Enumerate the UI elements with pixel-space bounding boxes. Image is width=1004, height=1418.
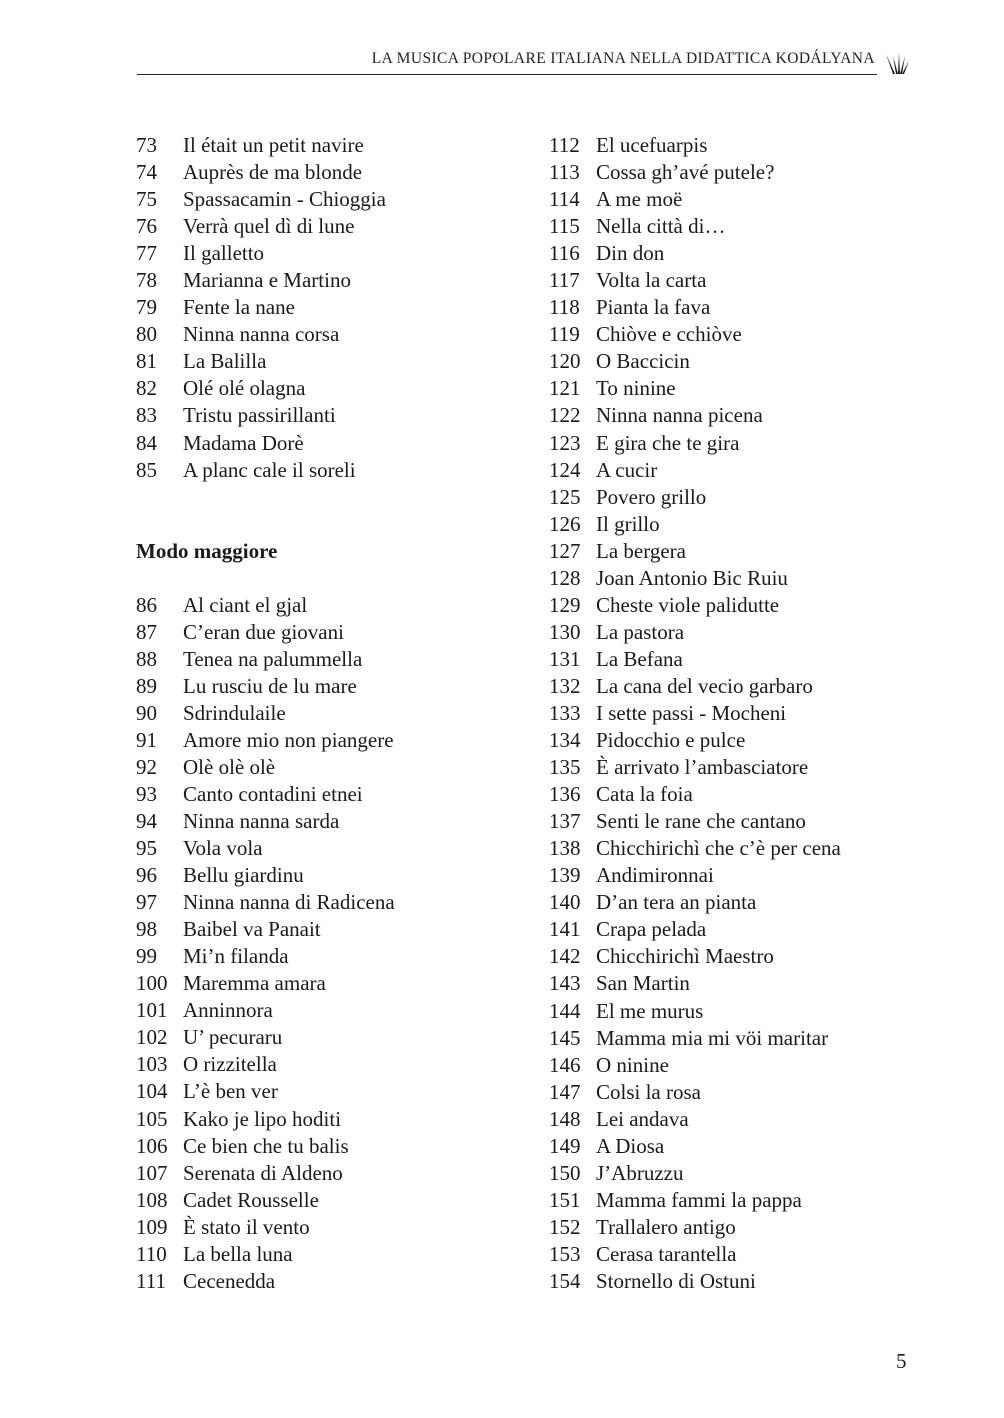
item-title: Cata la foia xyxy=(596,782,693,807)
item-title: Ninna nanna sarda xyxy=(183,808,340,833)
item-number: 152 xyxy=(549,1214,581,1239)
item-number: 143 xyxy=(549,971,581,996)
item-number: 126 xyxy=(549,511,581,536)
item-title: Pianta la fava xyxy=(596,295,711,320)
list-item xyxy=(549,700,949,727)
list-item xyxy=(136,240,526,267)
item-title: Olé olé olagna xyxy=(183,376,306,401)
item-title: Stornello di Ostuni xyxy=(596,1268,756,1293)
item-title: Spassacamin - Chioggia xyxy=(183,187,386,212)
item-number: 122 xyxy=(549,403,581,428)
item-number: 105 xyxy=(136,1106,168,1131)
item-title: La bergera xyxy=(596,538,686,563)
item-title: Colsi la rosa xyxy=(596,1079,701,1104)
item-title: Marianna e Martino xyxy=(183,268,351,293)
item-title: Cecenedda xyxy=(183,1268,276,1293)
list-item xyxy=(549,1025,949,1052)
item-title: L’è ben ver xyxy=(183,1079,278,1104)
item-title: U’ pecuraru xyxy=(183,1025,283,1050)
list-item xyxy=(136,727,526,754)
list-item xyxy=(549,646,949,673)
item-number: 137 xyxy=(549,809,581,834)
item-title: È arrivato l’ambasciatore xyxy=(596,755,809,780)
item-title: Il galletto xyxy=(183,241,265,266)
item-title: Verrà quel dì di lune xyxy=(183,214,355,239)
item-number: 145 xyxy=(549,1025,581,1050)
list-item xyxy=(549,186,949,213)
list-item xyxy=(549,159,949,186)
list-item xyxy=(549,267,949,294)
list-item xyxy=(136,1187,526,1214)
item-number: 149 xyxy=(549,1133,581,1158)
item-title: Mamma fammi la pappa xyxy=(596,1187,802,1212)
list-item xyxy=(549,1268,949,1295)
list-item xyxy=(549,457,949,484)
item-title: Mi’n filanda xyxy=(183,944,289,969)
list-item xyxy=(549,943,949,970)
list-item xyxy=(549,1133,949,1160)
item-number: 73 xyxy=(136,133,157,157)
item-title: C’eran due giovani xyxy=(183,619,344,644)
item-number: 134 xyxy=(549,728,581,753)
item-title: Fente la nane xyxy=(183,295,295,320)
item-title: Pidocchio e pulce xyxy=(596,728,746,753)
item-number: 115 xyxy=(549,214,580,239)
item-number: 88 xyxy=(136,646,157,671)
item-number: 116 xyxy=(549,241,580,266)
item-title: Ninna nanna corsa xyxy=(183,322,340,347)
item-number: 109 xyxy=(136,1214,168,1239)
list-item xyxy=(549,1187,949,1214)
item-number: 147 xyxy=(549,1079,581,1104)
list-item xyxy=(549,673,949,700)
list-item xyxy=(136,1268,526,1295)
item-number: 103 xyxy=(136,1052,168,1077)
item-number: 76 xyxy=(136,214,157,239)
item-title: Baibel va Panait xyxy=(183,917,321,942)
item-title: San Martin xyxy=(596,971,690,996)
item-number: 113 xyxy=(549,160,580,185)
item-number: 98 xyxy=(136,917,157,942)
list-item xyxy=(549,916,949,943)
list-item xyxy=(549,240,949,267)
item-title: Ninna nanna picena xyxy=(596,403,763,428)
list-item xyxy=(136,808,526,835)
item-title: La Befana xyxy=(596,646,683,671)
item-title: Chicchirichì Maestro xyxy=(596,944,774,969)
item-number: 90 xyxy=(136,700,157,725)
list-item xyxy=(549,213,949,240)
item-title: D’an tera an pianta xyxy=(596,890,757,915)
item-title: Ninna nanna di Radicena xyxy=(183,890,395,915)
item-title: Cheste viole palidutte xyxy=(596,592,780,617)
list-item xyxy=(549,511,949,538)
list-item xyxy=(136,402,526,429)
list-item xyxy=(136,1133,526,1160)
item-title: O rizzitella xyxy=(183,1052,277,1077)
item-number: 114 xyxy=(549,187,580,212)
list-item xyxy=(136,430,526,457)
item-title: È stato il vento xyxy=(183,1214,310,1239)
item-title: El ucefuarpis xyxy=(596,133,708,157)
item-number: 75 xyxy=(136,187,157,212)
item-number: 96 xyxy=(136,863,157,888)
list-item xyxy=(136,1024,526,1051)
list-item xyxy=(549,1079,949,1106)
item-number: 101 xyxy=(136,998,168,1023)
item-number: 77 xyxy=(136,241,157,266)
list-item xyxy=(549,402,949,429)
list-item xyxy=(549,1214,949,1241)
item-number: 84 xyxy=(136,430,157,455)
list-item xyxy=(549,1241,949,1268)
item-number: 125 xyxy=(549,484,581,509)
item-number: 102 xyxy=(136,1025,168,1050)
item-number: 89 xyxy=(136,673,157,698)
item-number: 146 xyxy=(549,1052,581,1077)
item-title: O Baccicin xyxy=(596,349,690,374)
item-title: La bella luna xyxy=(183,1241,293,1266)
item-title: Ce bien che tu balis xyxy=(183,1133,349,1158)
item-number: 153 xyxy=(549,1241,581,1266)
item-title: Vola vola xyxy=(183,836,263,861)
item-number: 131 xyxy=(549,646,581,671)
item-number: 128 xyxy=(549,565,581,590)
item-number: 104 xyxy=(136,1079,168,1104)
item-number: 138 xyxy=(549,836,581,861)
item-title: A me moë xyxy=(596,187,683,212)
list-item xyxy=(136,457,526,484)
item-title: A cucir xyxy=(596,457,658,482)
item-number: 121 xyxy=(549,376,581,401)
item-number: 141 xyxy=(549,917,581,942)
list-item xyxy=(136,619,526,646)
item-title: Povero grillo xyxy=(596,484,707,509)
list-item xyxy=(549,754,949,781)
running-header xyxy=(137,48,877,75)
item-number: 124 xyxy=(549,457,581,482)
list-item xyxy=(549,619,949,646)
item-title: Cadet Rousselle xyxy=(183,1187,319,1212)
item-number: 119 xyxy=(549,322,580,347)
item-title: El me murus xyxy=(596,998,704,1023)
item-title: A planc cale il soreli xyxy=(183,457,356,482)
item-title: La pastora xyxy=(596,619,685,644)
list-item xyxy=(549,565,949,592)
item-title: O ninine xyxy=(596,1052,669,1077)
list-item xyxy=(549,808,949,835)
item-number: 117 xyxy=(549,268,580,293)
item-title: Il grillo xyxy=(596,511,660,536)
item-number: 100 xyxy=(136,971,168,996)
item-number: 129 xyxy=(549,592,581,617)
right-column xyxy=(549,132,949,1295)
list-item xyxy=(136,294,526,321)
list-item xyxy=(136,889,526,916)
item-title: J’Abruzzu xyxy=(596,1160,684,1185)
item-title: Maremma amara xyxy=(183,971,326,996)
item-title: Bellu giardinu xyxy=(183,863,304,888)
item-title: Chiòve e cchiòve xyxy=(596,322,742,347)
item-title: Madama Dorè xyxy=(183,430,304,455)
item-number: 123 xyxy=(549,430,581,455)
item-title: Joan Antonio Bic Ruiu xyxy=(596,565,788,590)
list-item xyxy=(136,1241,526,1268)
list-item xyxy=(136,754,526,781)
item-number: 154 xyxy=(549,1268,581,1293)
item-number: 95 xyxy=(136,836,157,861)
item-number: 150 xyxy=(549,1160,581,1185)
item-number: 112 xyxy=(549,133,580,157)
item-title: Cossa gh’avé putele? xyxy=(596,160,775,185)
item-title: La Balilla xyxy=(183,349,267,374)
list-item xyxy=(136,943,526,970)
item-number: 85 xyxy=(136,457,157,482)
item-title: Amore mio non piangere xyxy=(183,727,394,752)
item-title: Crapa pelada xyxy=(596,917,707,942)
item-title: Lu rusciu de lu mare xyxy=(183,673,357,698)
list-item xyxy=(549,1160,949,1187)
item-number: 144 xyxy=(549,998,581,1023)
list-item xyxy=(136,997,526,1024)
item-number: 87 xyxy=(136,619,157,644)
item-title: Din don xyxy=(596,241,665,266)
item-number: 142 xyxy=(549,944,581,969)
list-item xyxy=(136,916,526,943)
item-number: 148 xyxy=(549,1106,581,1131)
item-title: Volta la carta xyxy=(596,268,707,293)
list-item xyxy=(136,132,526,159)
item-number: 140 xyxy=(549,890,581,915)
list-item xyxy=(136,646,526,673)
item-number: 81 xyxy=(136,349,157,374)
item-title: A Diosa xyxy=(596,1133,665,1158)
list-item xyxy=(549,970,949,997)
list-item xyxy=(136,213,526,240)
item-number: 86 xyxy=(136,592,157,617)
list-item xyxy=(136,159,526,186)
item-number: 133 xyxy=(549,700,581,725)
item-title: Cerasa tarantella xyxy=(596,1241,737,1266)
item-title: Auprès de ma blonde xyxy=(183,160,363,185)
list-item xyxy=(136,348,526,375)
item-number: 91 xyxy=(136,727,157,752)
item-title: La cana del vecio garbaro xyxy=(596,673,813,698)
item-title: Il était un petit navire xyxy=(183,133,364,157)
list-item xyxy=(549,1106,949,1133)
item-title: Senti le rane che cantano xyxy=(596,809,806,834)
list-item xyxy=(136,700,526,727)
list-item xyxy=(136,835,526,862)
item-number: 78 xyxy=(136,268,157,293)
list-item xyxy=(549,294,949,321)
item-title: Anninnora xyxy=(183,998,273,1023)
list-item xyxy=(549,862,949,889)
item-title: E gira che te gira xyxy=(596,430,740,455)
list-item xyxy=(549,132,949,159)
page-number: 5 xyxy=(896,1349,907,1373)
item-title: I sette passi - Mocheni xyxy=(596,700,787,725)
list-item xyxy=(549,375,949,402)
item-number: 139 xyxy=(549,863,581,888)
item-title: Kako je lipo hoditi xyxy=(183,1106,342,1131)
item-number: 108 xyxy=(136,1187,168,1212)
item-number: 118 xyxy=(549,295,580,320)
item-title: Nella città di… xyxy=(596,214,726,239)
list-item xyxy=(136,592,526,619)
list-item xyxy=(136,1214,526,1241)
list-item xyxy=(136,1106,526,1133)
list-item xyxy=(136,1051,526,1078)
item-title: Tenea na palummella xyxy=(183,646,363,671)
item-number: 93 xyxy=(136,781,157,806)
item-title: To ninine xyxy=(596,376,676,401)
item-number: 110 xyxy=(136,1241,167,1266)
section-title: Modo maggiore xyxy=(136,538,278,563)
item-title: Canto contadini etnei xyxy=(183,781,363,806)
list-item xyxy=(549,538,949,565)
song-list-minor xyxy=(136,132,526,484)
item-number: 79 xyxy=(136,295,157,320)
item-number: 92 xyxy=(136,754,157,779)
item-number: 132 xyxy=(549,673,581,698)
fan-leaves-icon xyxy=(884,52,910,76)
list-item xyxy=(549,484,949,511)
item-number: 80 xyxy=(136,322,157,347)
item-title: Lei andava xyxy=(596,1106,689,1131)
list-item xyxy=(549,430,949,457)
list-item xyxy=(549,1052,949,1079)
item-number: 94 xyxy=(136,808,157,833)
item-number: 111 xyxy=(136,1268,166,1293)
list-item xyxy=(136,1160,526,1187)
list-item xyxy=(136,781,526,808)
item-title: Sdrindulaile xyxy=(183,700,286,725)
item-number: 107 xyxy=(136,1160,168,1185)
list-item xyxy=(136,267,526,294)
list-item xyxy=(136,375,526,402)
item-number: 82 xyxy=(136,376,157,401)
item-number: 127 xyxy=(549,538,581,563)
item-title: Al ciant el gjal xyxy=(183,592,308,617)
list-item xyxy=(549,727,949,754)
list-item xyxy=(549,348,949,375)
item-number: 130 xyxy=(549,619,581,644)
list-item xyxy=(136,1078,526,1105)
item-title: Chicchirichì che c’è per cena xyxy=(596,836,841,861)
item-title: Tristu passirillanti xyxy=(183,403,336,428)
list-item xyxy=(549,781,949,808)
list-item xyxy=(549,592,949,619)
list-item xyxy=(549,889,949,916)
left-column xyxy=(136,132,526,1295)
item-number: 83 xyxy=(136,403,157,428)
item-number: 97 xyxy=(136,890,157,915)
list-item xyxy=(549,835,949,862)
item-number: 151 xyxy=(549,1187,581,1212)
item-title: Andimironnai xyxy=(596,863,714,888)
running-header-title: LA MUSICA POPOLARE ITALIANA NELLA DIDATTICA KODÁLYANA xyxy=(371,50,875,67)
list-item xyxy=(136,321,526,348)
item-number: 136 xyxy=(549,782,581,807)
item-number: 135 xyxy=(549,755,581,780)
list-item xyxy=(136,862,526,889)
list-item xyxy=(549,321,949,348)
list-item xyxy=(549,998,949,1025)
item-title: Mamma mia mi vöi maritar xyxy=(596,1025,829,1050)
item-title: Serenata di Aldeno xyxy=(183,1160,343,1185)
list-item xyxy=(136,970,526,997)
item-number: 99 xyxy=(136,944,157,969)
item-title: Olè olè olè xyxy=(183,754,276,779)
list-item xyxy=(136,186,526,213)
song-list-major-left xyxy=(136,592,526,1295)
item-number: 106 xyxy=(136,1133,168,1158)
item-number: 74 xyxy=(136,160,157,185)
item-number: 120 xyxy=(549,349,581,374)
song-list-major-right xyxy=(549,132,949,1295)
item-title: Trallalero antigo xyxy=(596,1214,736,1239)
list-item xyxy=(136,673,526,700)
